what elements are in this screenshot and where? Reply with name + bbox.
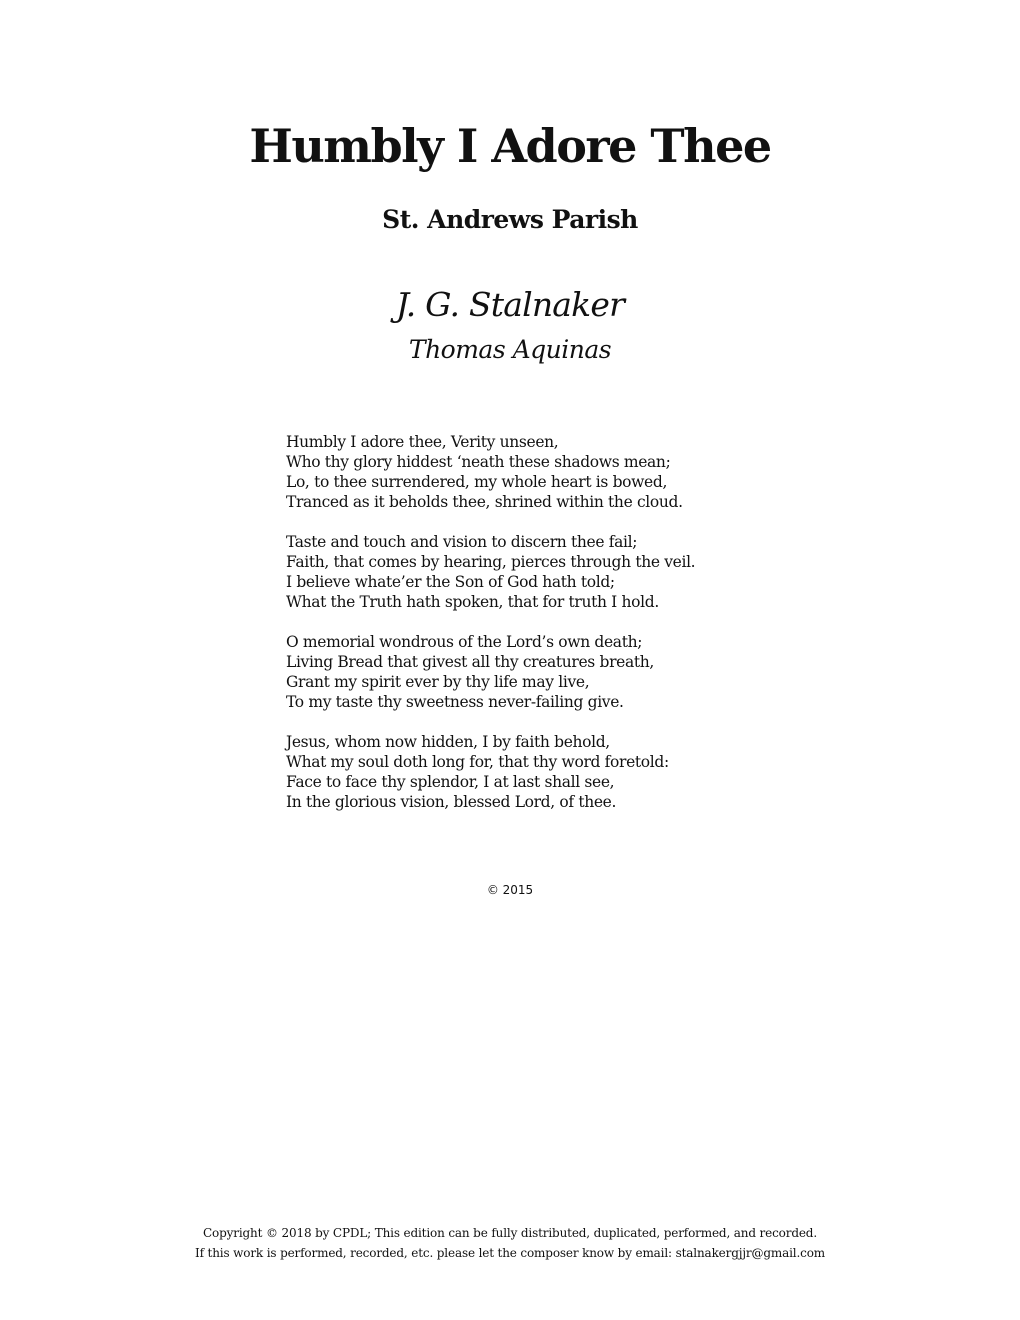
verse-line: Faith, that comes by hearing, pierces through the veil.	[286, 553, 696, 571]
verse-line: Face to face thy splendor, I at last shall see,	[286, 773, 615, 791]
verse-line: Who thy glory hiddest ‘neath these shadows mean;	[286, 453, 671, 471]
footer-notice	[0, 1223, 1020, 1263]
verse-line: Grant my spirit ever by thy life may live,	[286, 673, 590, 691]
lyricist-name: Thomas Aquinas	[408, 335, 612, 364]
verse-line: Living Bread that givest all thy creatures breath,	[286, 653, 654, 671]
verse-line: In the glorious vision, blessed Lord, of thee.	[286, 793, 617, 811]
composer-name: J. G. Stalnaker	[395, 285, 625, 324]
verse-line: Lo, to thee surrendered, my whole heart is bowed,	[286, 473, 668, 491]
page-subtitle: St. Andrews Parish	[382, 205, 638, 234]
stanza-2	[286, 532, 786, 612]
verse-line: I believe whate’er the Son of God hath told;	[286, 573, 615, 591]
verse-line: Tranced as it beholds thee, shrined within the cloud.	[286, 493, 683, 511]
verse-line: O memorial wondrous of the Lord’s own death;	[286, 633, 643, 651]
hymn-text	[286, 432, 786, 832]
stanza-3	[286, 632, 786, 712]
footer-copyright-line: Copyright © 2018 by CPDL; This edition can be fully distributed, duplicated, performed, and recorded.	[202, 1226, 818, 1240]
verse-line: What my soul doth long for, that thy word foretold:	[286, 753, 669, 771]
verse-line: Humbly I adore thee, Verity unseen,	[286, 433, 559, 451]
verse-line: To my taste thy sweetness never-failing give.	[286, 693, 624, 711]
verse-line: Jesus, whom now hidden, I by faith behold,	[286, 733, 610, 751]
verse-line: What the Truth hath spoken, that for truth I hold.	[286, 593, 659, 611]
page-title: Humbly I Adore Thee	[249, 119, 771, 173]
footer-contact-line: If this work is performed, recorded, etc. please let the composer know by email: stalnakergjjr@gmail.com	[194, 1246, 826, 1260]
copyright-year: © 2015	[486, 883, 534, 897]
verse-line: Taste and touch and vision to discern thee fail;	[286, 533, 638, 551]
stanza-4	[286, 732, 786, 812]
stanza-1	[286, 432, 786, 512]
